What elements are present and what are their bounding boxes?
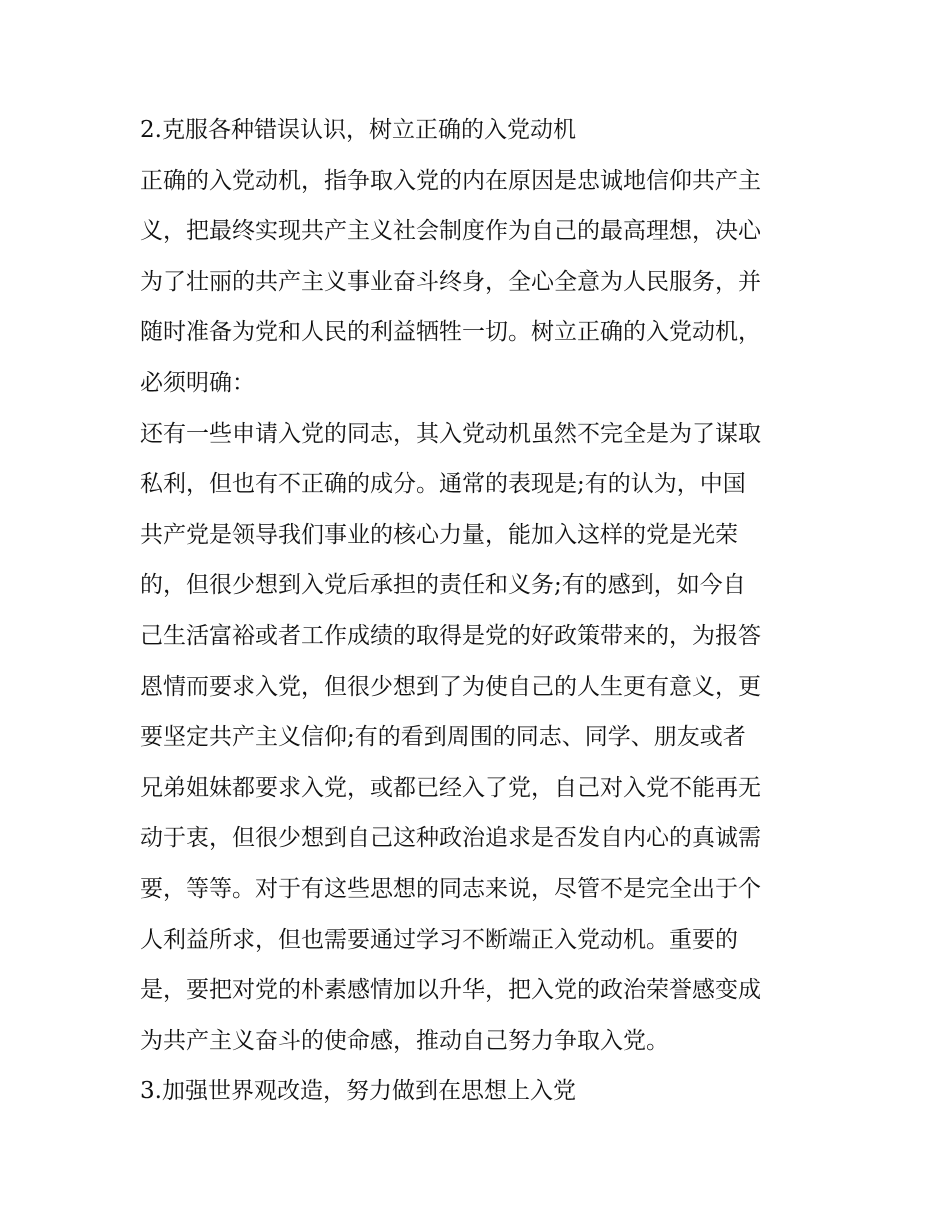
text-line: 随时准备为党和人民的利益牺牲一切。树立正确的入党动机，: [140, 319, 761, 345]
text-line: 兄弟姐妹都要求入党，或都已经入了党，自己对入党不能再无: [140, 775, 761, 801]
text-line: 正确的入党动机，指争取入党的内在原因是忠诚地信仰共产主: [140, 168, 761, 194]
text-line: 人利益所求，但也需要通过学习不断端正入党动机。重要的: [140, 927, 738, 953]
text-line: 还有一些申请入党的同志，其入党动机虽然不完全是为了谋取: [140, 421, 761, 447]
text-line: 的，但很少想到入党后承担的责任和义务;有的感到，如今自: [140, 572, 746, 598]
text-line: 必须明确：: [140, 370, 255, 396]
text-line: 为共产主义奋斗的使命感，推动自己努力争取入党。: [140, 1028, 669, 1054]
text-line: 己生活富裕或者工作成绩的取得是党的好政策带来的，为报答: [140, 623, 761, 649]
text-line: 要，等等。对于有这些思想的同志来说，尽管不是完全出于个: [140, 876, 761, 902]
section-heading-3: 3.加强世界观改造，努力做到在思想上入党: [140, 1078, 576, 1104]
text-line: 是，要把对党的朴素感情加以升华，把入党的政治荣誉感变成: [140, 977, 761, 1003]
text-line: 恩情而要求入党，但很少想到了为使自己的人生更有意义，更: [140, 674, 761, 700]
text-line: 动于衷，但很少想到自己这种政治追求是否发自内心的真诚需: [140, 825, 761, 851]
section-heading-2: 2.克服各种错误认识，树立正确的入党动机: [140, 117, 576, 143]
text-line: 共产党是领导我们事业的核心力量，能加入这样的党是光荣: [140, 522, 738, 548]
text-line: 为了壮丽的共产主义事业奋斗终身，全心全意为人民服务，并: [140, 269, 761, 295]
text-line: 义，把最终实现共产主义社会制度作为自己的最高理想，决心: [140, 218, 761, 244]
text-line: 私利，但也有不正确的成分。通常的表现是;有的认为，中国: [140, 471, 746, 497]
text-line: 要坚定共产主义信仰;有的看到周围的同志、同学、朋友或者: [140, 724, 746, 750]
